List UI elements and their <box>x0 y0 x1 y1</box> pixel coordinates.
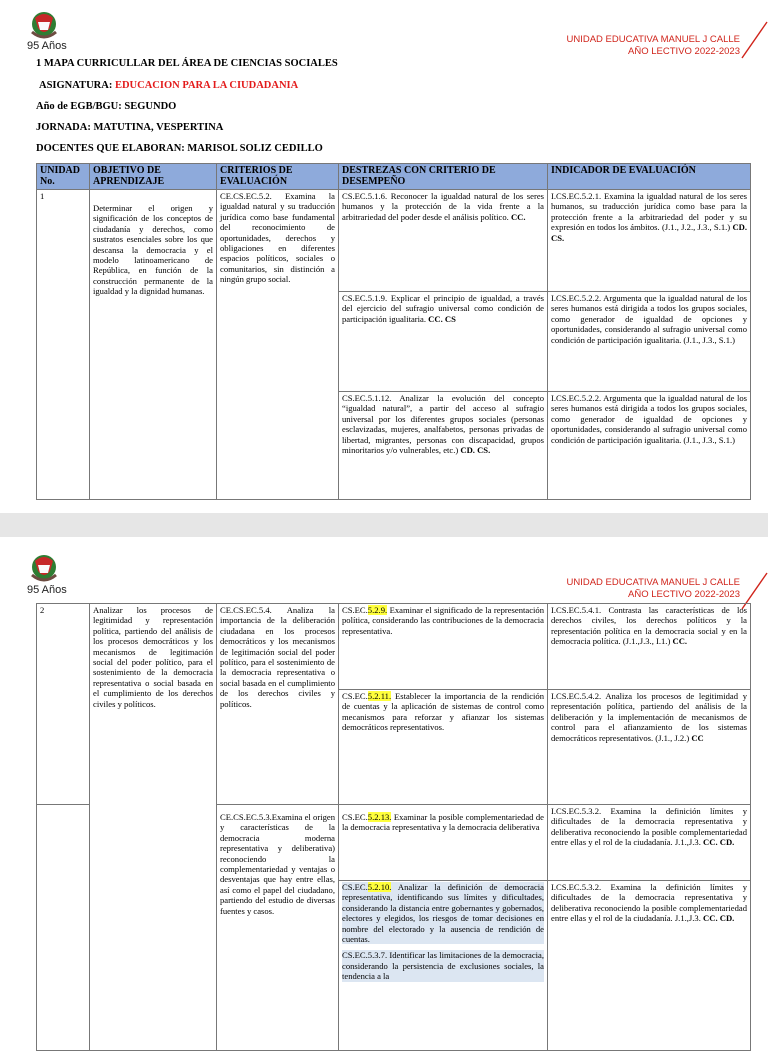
criterion-text: CE.CS.EC.5.3.Examina el origen y características de la democracia moderna representativa y deliberativa) reconociendo la complementariedad y ventajas o desventajas que hay entre ellas, así como el papel del ciudadano, partiendo del estudio de diversas fuentes y casos. <box>220 812 335 916</box>
skill-prefix: CS.EC. <box>342 882 368 892</box>
skill-cell <box>339 604 548 690</box>
indicator-tag: CC. CD. <box>703 837 735 848</box>
school-year: AÑO LECTIVO 2022-2023 <box>628 46 740 57</box>
skill-cell <box>339 805 548 881</box>
indicator-tag: CC. <box>672 636 688 647</box>
grade-line: Año de EGB/BGU: SEGUNDO <box>36 101 177 112</box>
skill-code-highlight: 5.2.10. <box>367 882 392 892</box>
school-header <box>566 34 740 58</box>
page-1 <box>0 0 768 513</box>
skill-tag: CC. <box>510 211 526 222</box>
indicator-text: I.CS.EC.5.3.2. Examina la definición límites y dificultades de la democracia representativa y deliberativa reconociendo la posible complementariedad entre ellas y el rol de la ciudadanía. J.1.,J.3. <box>551 882 747 924</box>
indicator-cell <box>548 805 751 881</box>
skill-tag: CC. CS <box>428 313 456 324</box>
criterion-cell: CE.CS.EC.5.4. Analiza la importancia de la deliberación ciudadana en los procesos democráticos y los mecanismos de legitimación social del poder político, para el sostenimiento de la democracia representativa o social basada en el cumplimiento de los derechos civiles y políticos. <box>217 604 339 805</box>
skill-text: Examinar el significado de la representación política, considerando las contribuciones de la democracia representativa. <box>342 605 544 636</box>
indicator-text: I.CS.EC.5.3.2. Examina la definición límites y dificultades de la democracia representativa y deliberativa reconociendo la posible complementariedad entre ellas y el rol de la ciudadanía. J.1.,J.3. <box>551 806 747 848</box>
school-logo-icon <box>26 8 62 60</box>
teachers-line: DOCENTES QUE ELABORAN: MARISOL SOLIZ CEDILLO <box>36 143 323 154</box>
objective-cell <box>90 190 217 500</box>
skill-code-highlight: 5.2.11. <box>367 691 392 701</box>
unit-number: 1 <box>37 190 90 500</box>
indicator-text: I.CS.EC.5.2.1. Examina la igualdad natural de los seres humanos, su traducción jurídica como base para la protección frente a la arbitrariedad del poder y su expresión en todos los ámbitos. (J.1., J.2., J.3., S.1.) <box>551 191 747 233</box>
skill-text: CS.EC.5.1.6. Reconocer la igualdad natural de los seres humanos y la protección de la vida frente a la arbitrariedad del poder desde el análisis político. <box>342 191 544 222</box>
skill-cell <box>339 292 548 392</box>
table-row <box>37 190 751 292</box>
table-header-row <box>37 164 751 190</box>
criterion-cell: CE.CS.EC.5.2. Examina la igualdad natural y su traducción jurídica como base fundamental del reconocimiento de oportunidades, derechos y obligaciones en diferentes espacios políticos, sociales o comunitarios, sin distinción a ningún grupo social. <box>217 190 339 500</box>
header-indicator: INDICADOR DE EVALUACIÓN <box>548 164 751 190</box>
school-header <box>566 577 740 601</box>
skill-text: Establecer la importancia de la rendición de cuentas y la aplicación de sistemas de control como mecanismos para reforzar y afianzar los sistemas democráticos representativos. <box>342 691 544 733</box>
unit-number-empty <box>37 805 90 1051</box>
objective-cell: Analizar los procesos de legitimidad y representación política, partiendo del análisis de los procesos democráticos y los mecanismos de legitimación social del poder político, para el sostenimiento de la democracia representativa o social basada en el cumplimiento de los derechos civiles y políticos. <box>90 604 217 1051</box>
header-skills: DESTREZAS CON CRITERIO DE DESEMPEÑO <box>339 164 548 190</box>
unit-number: 2 <box>37 604 90 805</box>
school-name: UNIDAD EDUCATIVA MANUEL J CALLE <box>566 34 740 45</box>
subject-label: ASIGNATURA: <box>39 80 113 91</box>
indicator-tag: CD. CS. <box>551 222 748 243</box>
curriculum-table-unit-1 <box>36 163 751 500</box>
skill-code-highlight: 5.2.9. <box>367 605 388 615</box>
indicator-cell <box>548 604 751 690</box>
header-objective: OBJETIVO DE APRENDIZAJE <box>90 164 217 190</box>
table-row <box>37 604 751 690</box>
skill-prefix: CS.EC. <box>342 605 368 615</box>
subject-value: EDUCACION PARA LA CIUDADANIA <box>114 80 299 91</box>
school-year: AÑO LECTIVO 2022-2023 <box>628 589 740 600</box>
anniversary-label: 95 Años <box>27 40 67 52</box>
skill-tag: CD. CS. <box>460 445 491 456</box>
header-criteria: CRITERIOS DE EVALUACIÓN <box>217 164 339 190</box>
indicator-cell <box>548 881 751 1051</box>
indicator-cell: I.CS.EC.5.2.2. Argumenta que la igualdad natural de los seres humanos está dirigida a todos los grupos sociales, como generador de igualdad de opciones y oportunidades, considerando al sufragio universal como condición de participación igualitaria. (J.1., J.3., S.1.) <box>548 392 751 500</box>
indicator-text: I.CS.EC.5.4.2. Analiza los procesos de legitimidad y representación política, partiendo del análisis de la deliberación y la implementación de mecanismos de control para el afianzamiento de los sistemas democráticos representativos. (J.1., J.2.) <box>551 691 747 743</box>
shift-line: JORNADA: MATUTINA, VESPERTINA <box>36 122 224 133</box>
indicator-tag: CC <box>691 732 704 743</box>
objective-text: Determinar el origen y significación de los conceptos de ciudadanía y derechos, como sustratos esenciales sobre los que descansa la democracia y el modelo latinoamericano de República, en función de la construcción permanente de la igualdad y la dignidad humanas. <box>93 203 213 297</box>
anniversary-label: 95 Años <box>27 584 67 596</box>
criterion-cell <box>217 805 339 1051</box>
school-name: UNIDAD EDUCATIVA MANUEL J CALLE <box>566 577 740 588</box>
document-title: 1 MAPA CURRICULLAR DEL ÁREA DE CIENCIAS SOCIALES <box>36 58 338 69</box>
subject-line <box>39 80 298 91</box>
red-slash-decoration-icon <box>738 20 768 60</box>
skill-code-highlight: 5.2.13. <box>367 812 392 822</box>
skill-shaded-block: CS.EC.5.3.7. Identificar las limitaciones de la democracia, considerando la persistencia de exclusiones sociales, la tendencia a la <box>342 950 544 982</box>
skill-prefix: CS.EC. <box>342 812 368 822</box>
curriculum-table-unit-2 <box>36 603 751 1051</box>
skill-text: CS.EC.5.1.12. Analizar la evolución del concepto “igualdad natural”, a partir del acceso al sufragio universal por los diferentes grupos sociales (personas esclavizadas, mujeres, analfabetos, personas privadas de libertad, migrantes, personas con discapacidad, grupos minoritarios y/o vulnerables, etc.) <box>342 393 544 456</box>
indicator-tag: CC. CD. <box>703 913 735 924</box>
skill-text: Examinar la posible complementariedad de la democracia representativa y la democracia deliberativa <box>342 812 544 833</box>
skill-cell <box>339 881 548 1051</box>
skill-cell <box>339 690 548 805</box>
indicator-cell <box>548 690 751 805</box>
skill-text: CS.EC.5.1.9. Explicar el principio de igualdad, a través del ejercicio del sufragio universal como condición de participación igualitaria. <box>342 293 544 324</box>
skill-cell <box>339 392 548 500</box>
skill-text: Analizar la definición de democracia representativa, identificando sus límites y dificultades, considerando la distancia entre gobernantes y gobernados, electores y elegidos, los riesgos de tomar decisiones en nombre del electorado y la ausencia de rendición de cuentas. <box>342 882 544 945</box>
page-2 <box>0 513 768 1048</box>
indicator-cell: I.CS.EC.5.2.2. Argumenta que la igualdad natural de los seres humanos está dirigida a todos los grupos sociales, como generador de igualdad de opciones y oportunidades, considerando al sufragio universal como condición de participación igualitaria. (J.1., J.3., S.1.) <box>548 292 751 392</box>
indicator-cell <box>548 190 751 292</box>
skill-cell <box>339 190 548 292</box>
indicator-text: I.CS.EC.5.4.1. Contrasta las características de los derechos civiles, los derechos políticos y la representación política en la democracia social y en la democracia política. (J.1.,J.3., I.1.) <box>551 605 747 647</box>
header-unit: UNIDAD No. <box>37 164 90 190</box>
skill-shaded-block <box>342 882 544 944</box>
skill-prefix: CS.EC. <box>342 691 368 701</box>
